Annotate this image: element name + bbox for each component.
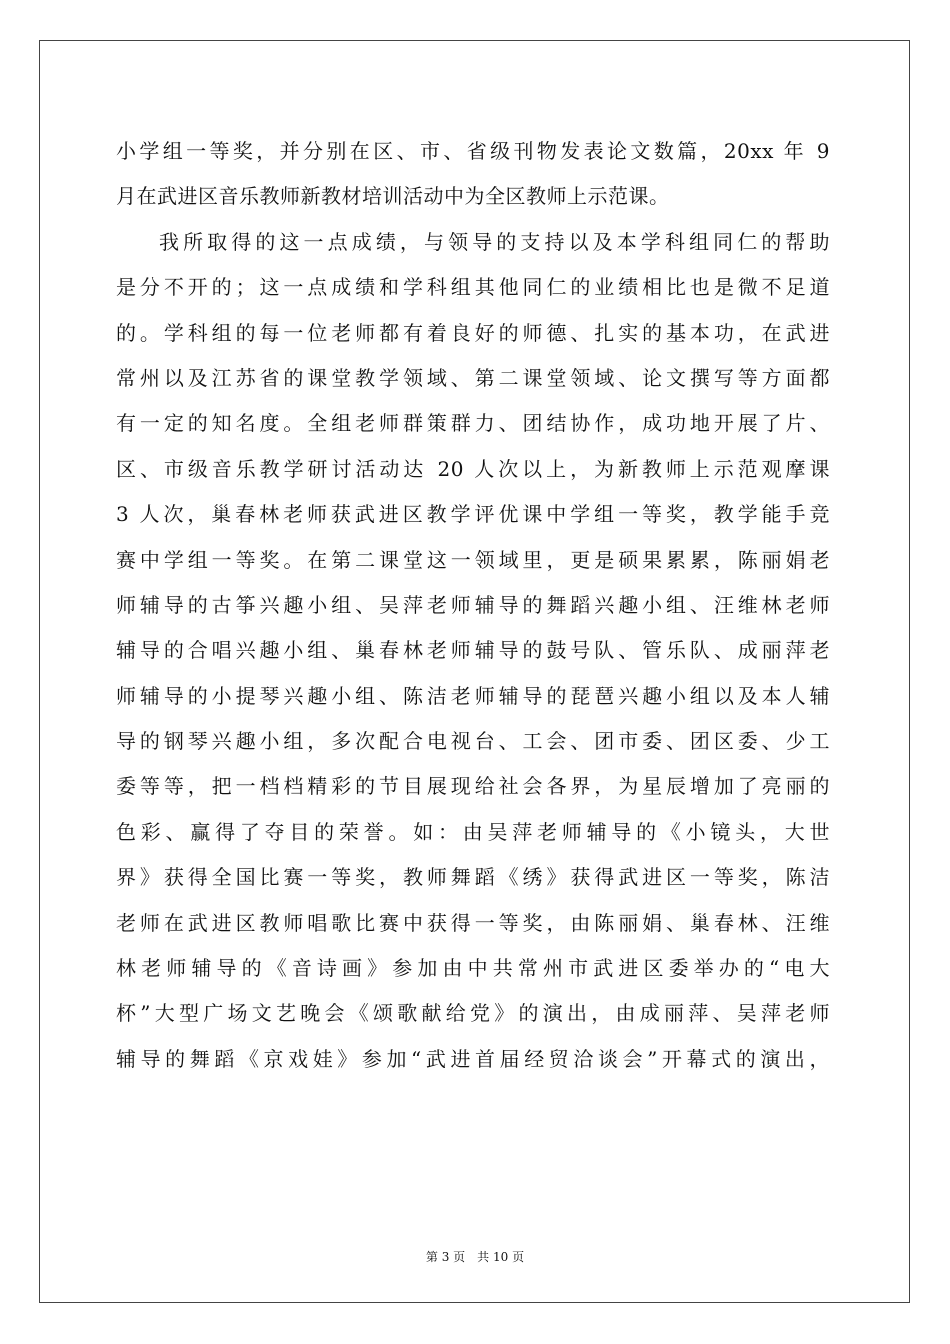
text-line: 是分不开的；这一点成绩和学科组其他同仁的业绩相比也是微不足道 <box>116 275 830 300</box>
text-line: 色彩、赢得了夺目的荣誉。如：由吴萍老师辅导的《小镜头，大世 <box>116 819 830 844</box>
text-line: 委等等，把一档档精彩的节目展现给社会各界，为星辰增加了亮丽的 <box>116 774 830 799</box>
text-line: 区、市级音乐教学研讨活动达 20 人次以上，为新教师上示范观摩课 <box>116 456 830 481</box>
text-line: 老师在武进区教师唱歌比赛中获得一等奖，由陈丽娟、巢春林、汪维 <box>116 910 830 935</box>
page-number: 第 3 页 <box>425 1250 466 1264</box>
text-line: 的。学科组的每一位老师都有着良好的师德、扎实的基本功，在武进 <box>116 320 830 345</box>
text-line: 杯”大型广场文艺晚会《颂歌献给党》的演出，由成丽萍、吴萍老师 <box>116 1001 830 1026</box>
text-line: 师辅导的小提琴兴趣小组、陈洁老师辅导的琵琶兴趣小组以及本人辅 <box>116 683 830 708</box>
text-line: 辅导的合唱兴趣小组、巢春林老师辅导的鼓号队、管乐队、成丽萍老 <box>116 638 830 663</box>
text-line: 有一定的知名度。全组老师群策群力、团结协作，成功地开展了片、 <box>116 411 830 436</box>
text-line: 我所取得的这一点成绩，与领导的支持以及本学科组同仁的帮助 <box>159 229 830 254</box>
text-line: 师辅导的古筝兴趣小组、吴萍老师辅导的舞蹈兴趣小组、汪维林老师 <box>116 592 830 617</box>
text-line: 小学组一等奖，并分别在区、市、省级刊物发表论文数篇，20xx 年 9 <box>116 139 830 163</box>
text-line: 导的钢琴兴趣小组，多次配合电视台、工会、团市委、团区委、少工 <box>116 729 830 754</box>
page-footer <box>0 1248 950 1265</box>
text-line: 辅导的舞蹈《京戏娃》参加“武进首届经贸洽谈会”开幕式的演出， <box>116 1046 830 1071</box>
text-line: 3 人次，巢春林老师获武进区教学评优课中学组一等奖，教学能手竞 <box>116 502 830 527</box>
page-total: 共 10 页 <box>477 1250 525 1264</box>
text-line: 林老师辅导的《音诗画》参加由中共常州市武进区委举办的“电大 <box>116 956 830 981</box>
text-line: 月在武进区音乐教师新教材培训活动中为全区教师上示范课。 <box>116 184 670 209</box>
document-body <box>116 129 830 1082</box>
text-line: 界》获得全国比赛一等奖，教师舞蹈《绣》获得武进区一等奖，陈洁 <box>116 865 830 890</box>
text-line: 常州以及江苏省的课堂教学领域、第二课堂领域、论文撰写等方面都 <box>116 365 830 390</box>
text-line: 赛中学组一等奖。在第二课堂这一领域里，更是硕果累累，陈丽娟老 <box>116 547 830 572</box>
